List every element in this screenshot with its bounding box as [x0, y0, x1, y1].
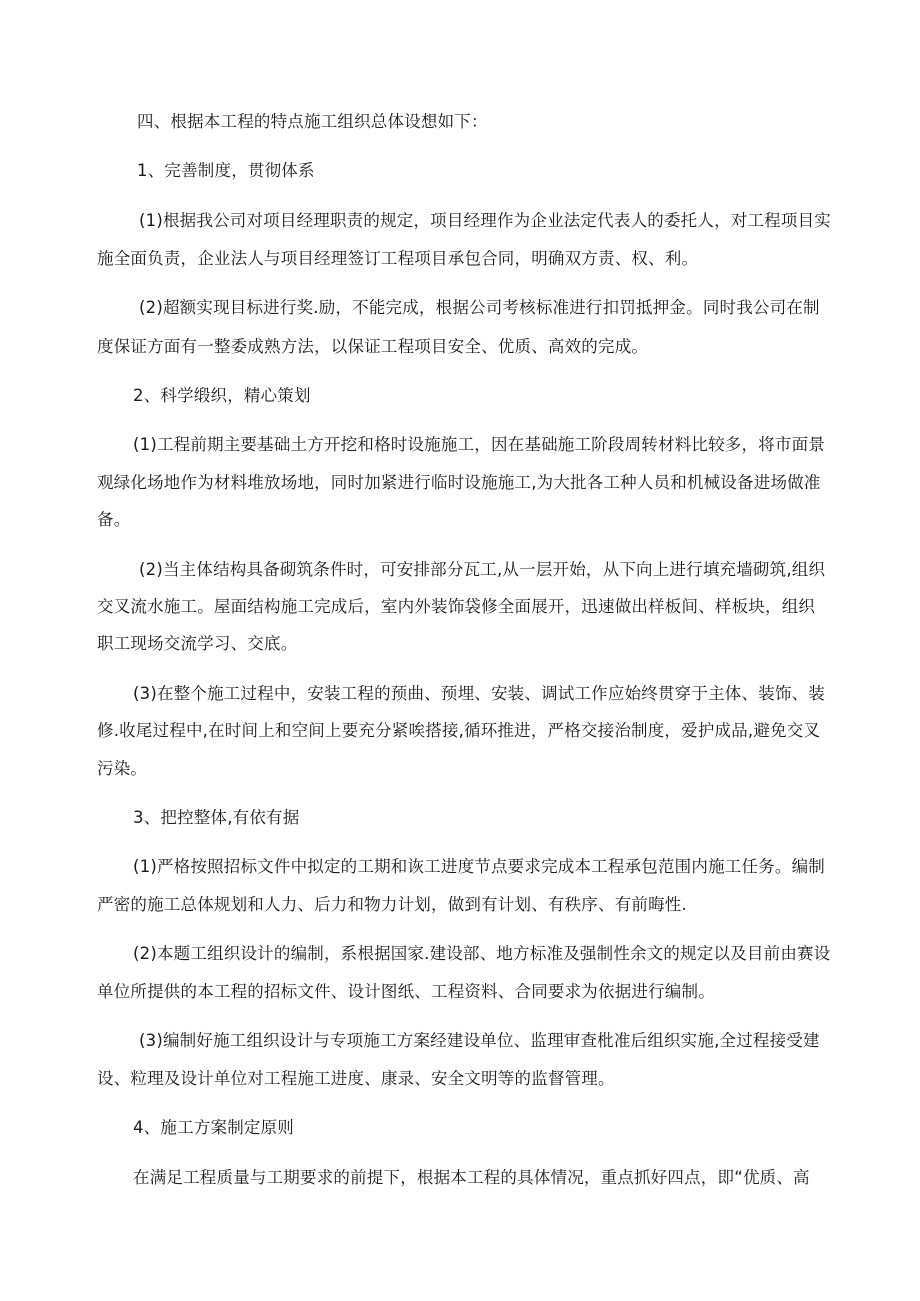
paragraph-line: 备。: [97, 510, 131, 529]
paragraph-line: (2)当主体结构具备砌筑条件时，可安排部分瓦工,从一层开始，从下向上进行填充墙砌筑,组织: [139, 560, 826, 579]
paragraph-line: 度保证方面有一整委成熟方法，以保证工程项目安全、优质、高效的完成。: [97, 337, 649, 356]
paragraph-line: (2)超额实现目标进行奖.励，不能完成，根据公司考核标准进行扣罚抵押金。同时我公司在制: [139, 298, 820, 317]
paragraph-line: 施全面负责，企业法人与项目经理签订工程项目承包合同，明确双方责、权、利。: [97, 249, 699, 268]
paragraph-line: 在满足工程质量与工期要求的前提下，根据本工程的具体情况，重点抓好四点，即“优质、高: [133, 1168, 810, 1187]
paragraph-line: 严密的施工总体规划和人力、后力和物力计划，做到有计划、有秩序、有前晦性.: [97, 895, 687, 914]
section-title: 3、把控整体,有依有据: [133, 808, 300, 827]
paragraph-line: (2)本题工组织设计的编制，系根据国家.建设部、地方标准及强制性余文的规定以及目前由赛设: [133, 944, 831, 963]
section-title: 2、科学缎织，精心策划: [133, 386, 311, 405]
paragraph-line: 职工现场交流学习、交底。: [97, 634, 298, 653]
paragraph-line: 交叉流水施工。屋面结构施工完成后，室内外装饰袋修全面展开，迅速做出样板间、样板块，组织: [97, 597, 816, 616]
paragraph-line: 单位所提供的本工程的招标文件、设计图纸、工程资料、合同要求为依据进行编制。: [97, 982, 715, 1001]
paragraph-line: (3)编制好施工组织设计与专项施工方案经建设单位、监理审查枇准后组织实施,全过程接受建: [139, 1031, 820, 1050]
paragraph-line: (1)根据我公司对项目经理职责的规定，项目经理作为企业法定代表人的委托人，对工程项目实: [139, 211, 831, 230]
paragraph-line: (3)在整个施工过程中，安装工程的预曲、预埋、安装、调试工作应始终贯穿于主体、装饰、装: [133, 684, 825, 703]
document-heading: 四、根据本工程的特点施工组织总体设想如下：: [137, 112, 488, 131]
paragraph-line: 设、粒理及设计单位对工程施工进度、康录、安全文明等的监督管理。: [97, 1069, 615, 1088]
paragraph-line: 修.收尾过程中,在时间上和空间上要充分紧唉搭接,循环推进，严格交接治制度，爱护成品,避免交叉: [97, 721, 821, 740]
paragraph-line: (1)严格按照招标文件中拟定的工期和诙工进度节点要求完成本工程承包范围内施工任务。编制: [133, 857, 825, 876]
paragraph-line: 污染。: [97, 759, 148, 778]
section-title: 1、完善制度，贯彻体系: [137, 161, 315, 180]
paragraph-line: (1)工程前期主要基础土方开挖和格时设施施工，因在基础施工阶段周转材料比较多，将市面景: [133, 435, 825, 454]
paragraph-line: 观绿化场地作为材料堆放场地，同时加紧进行临时设施施工,为大批各工种人员和机械设备进场做准: [97, 473, 821, 492]
section-title: 4、施工方案制定原则: [133, 1118, 294, 1137]
